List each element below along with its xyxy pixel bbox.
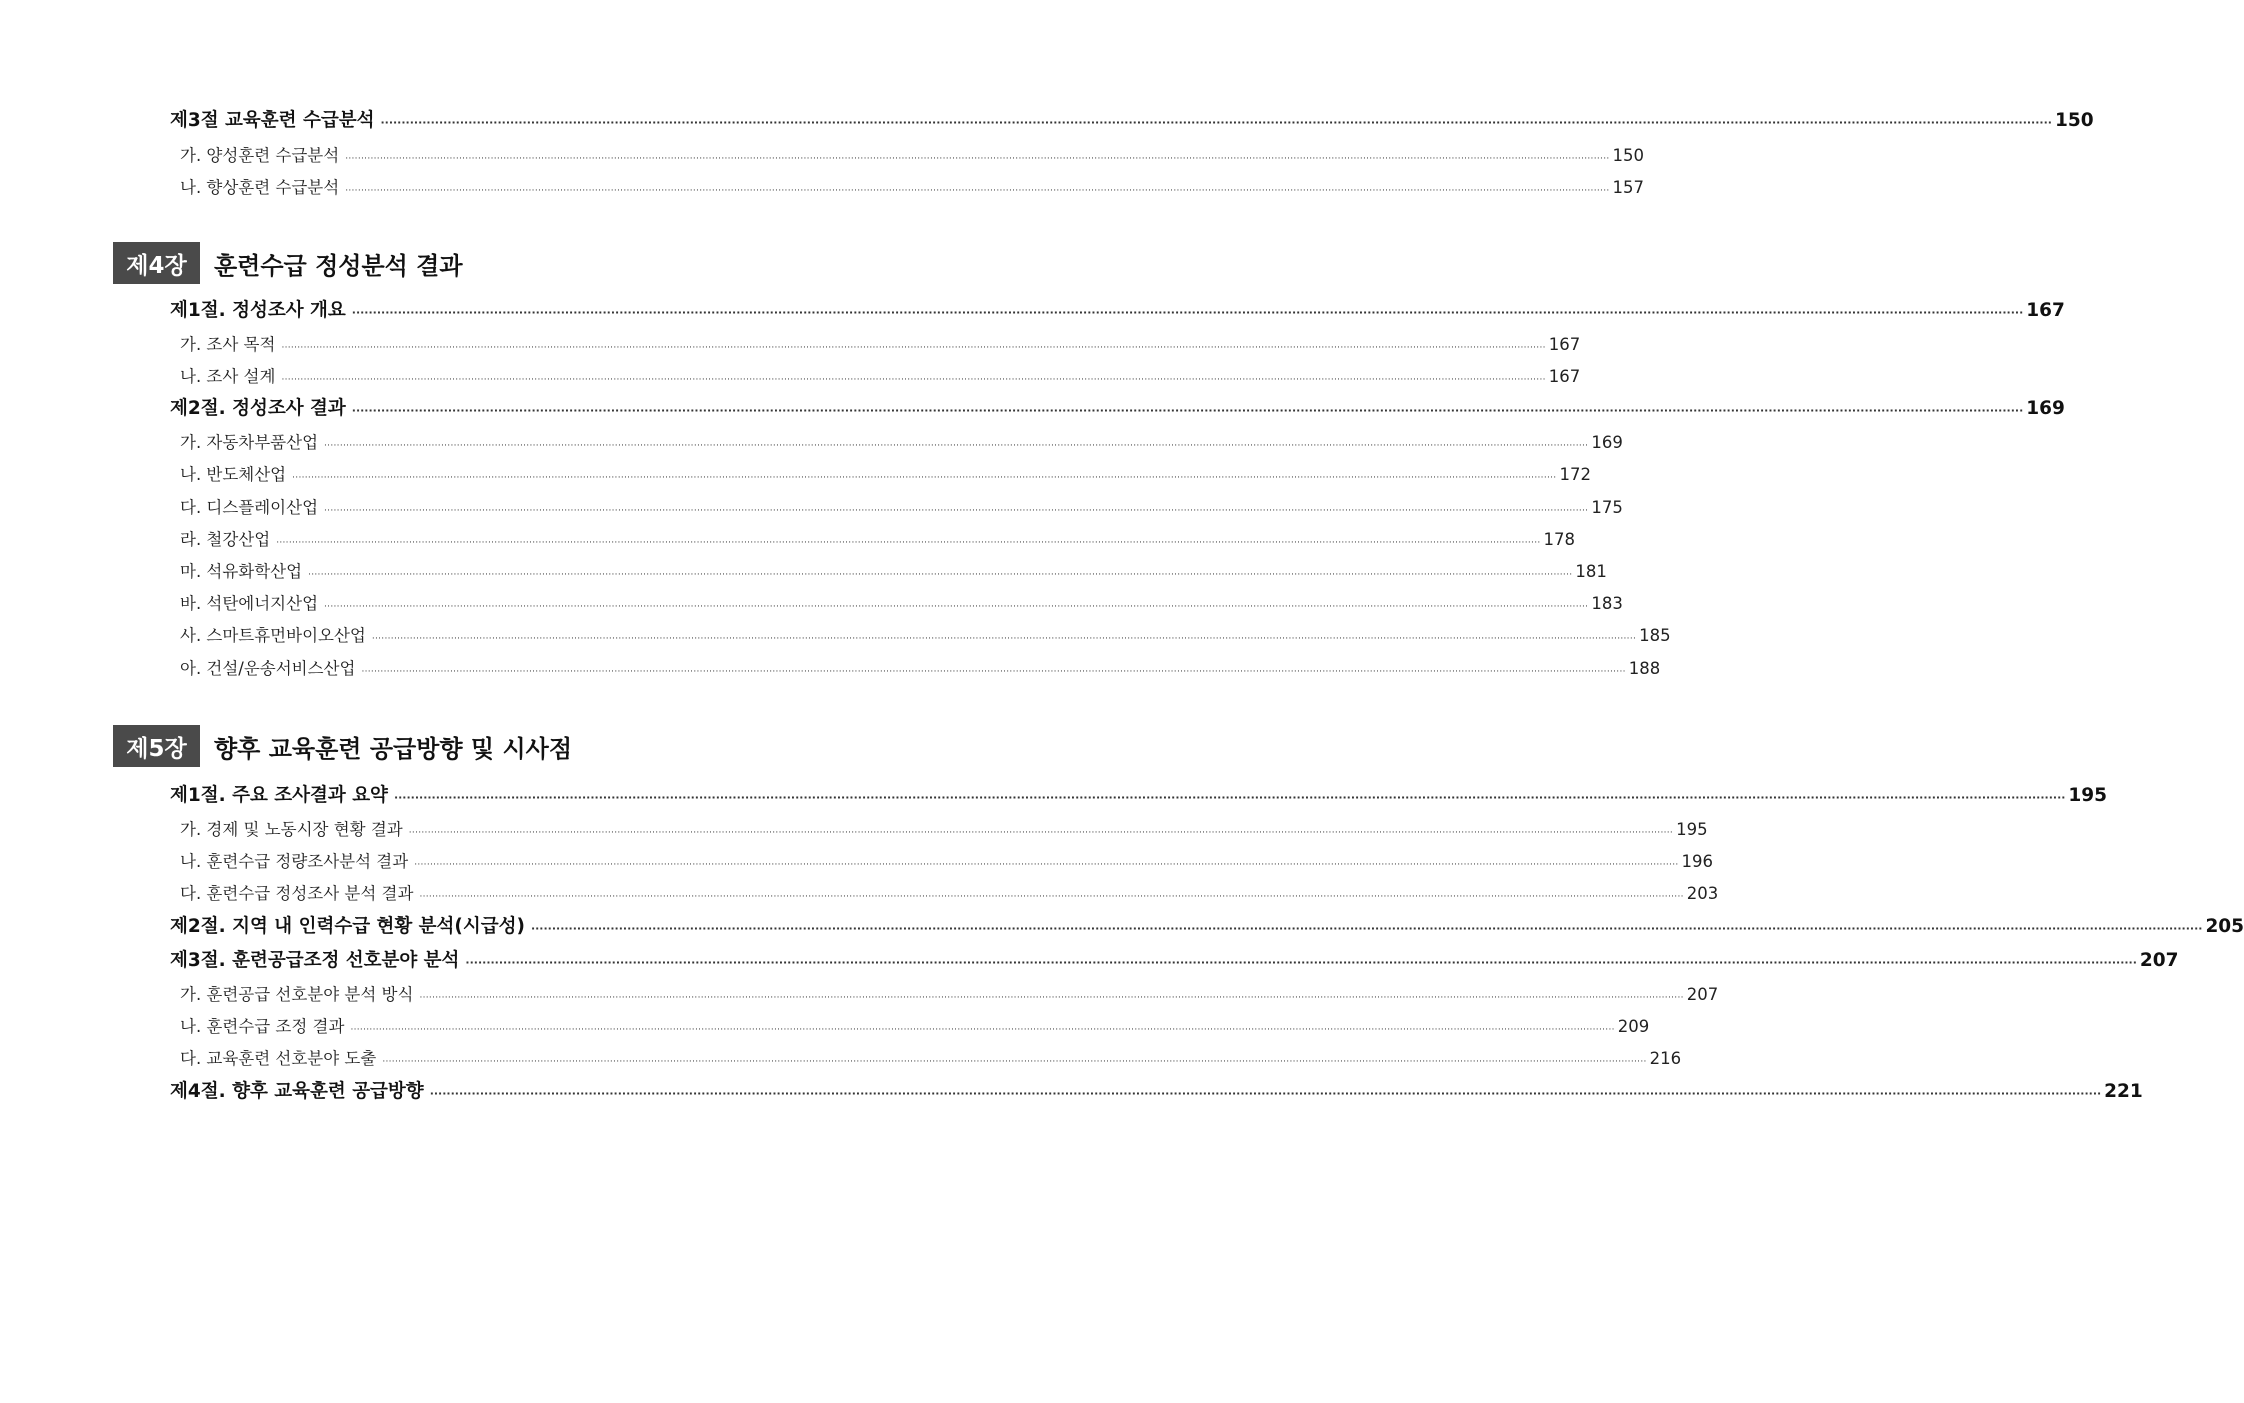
toc-section-entry[interactable] [170,394,2065,420]
toc-leader-dots: ················································································································································································································································································································································································································ [345,154,1610,164]
toc-leader-dots: ················································································································································································································································································································································································································ [276,538,1541,548]
toc-item-entry[interactable] [180,655,1661,679]
toc-item-label: 아. 건설/운송서비스산업 [180,659,356,678]
chapter-title: 훈련수급 정성분석 결과 [214,251,463,280]
toc-page-number: 205 [2205,916,2244,937]
toc-leader-dots: ················································································································································································································································································································································································································ [530,922,2203,935]
toc-page-number: 203 [1686,884,1719,903]
toc-item-entry[interactable] [180,1013,1650,1037]
toc-item-entry[interactable] [180,816,1708,840]
toc-leader-dots: ················································································································································································································································································································································································································ [324,441,1589,451]
toc-leader-dots: ················································································································································································································································································································································································································ [292,473,1557,483]
toc-item-entry[interactable] [180,848,1714,872]
toc-leader-dots: ················································································································································································································································································································································································································ [361,667,1626,677]
toc-leader-dots: ················································································································································································································································································································································································································ [351,306,2024,319]
toc-item-entry[interactable] [180,363,1581,387]
chapter-title: 향후 교육훈련 공급방향 및 시사점 [214,734,572,763]
toc-page-number: 167 [1548,335,1581,354]
chapter-heading[interactable] [113,725,572,767]
toc-item-label: 나. 향상훈련 수급분석 [180,178,340,197]
toc-section-label: 제3절 교육훈련 수급분석 [170,110,375,131]
toc-page-number: 172 [1559,465,1591,484]
toc-item-label: 나. 조사 설계 [180,367,276,386]
toc-item-entry[interactable] [180,429,1623,453]
toc-item-label: 라. 철강산업 [180,530,271,549]
toc-page-number: 150 [2054,110,2094,131]
toc-item-label: 가. 훈련공급 선호분야 분석 방식 [180,985,414,1004]
toc-leader-dots: ················································································································································································································································································································································································································ [465,956,2137,969]
toc-item-label: 다. 훈련수급 정성조사 분석 결과 [180,884,414,903]
toc-leader-dots: ················································································································································································································································································································································································································ [350,1025,1615,1035]
toc-leader-dots: ················································································································································································································································································································································································································ [308,570,1573,580]
toc-leader-dots: ················································································································································································································································································································································································································ [281,375,1546,385]
toc-page-number: 157 [1612,178,1645,197]
toc-section-label: 제4절. 향후 교육훈련 공급방향 [170,1081,424,1102]
toc-page-number: 207 [2139,950,2179,971]
toc-section-label: 제3절. 훈련공급조정 선호분야 분석 [170,950,460,971]
toc-page-number: 150 [1612,146,1645,165]
toc-section-label: 제2절. 정성조사 결과 [170,398,346,419]
toc-page-number: 195 [1676,820,1708,839]
toc-page-number: 221 [2104,1081,2143,1102]
toc-item-entry[interactable] [180,494,1623,518]
toc-item-entry[interactable] [180,142,1645,166]
toc-leader-dots: ················································································································································································································································································································································································································ [393,791,2066,804]
toc-leader-dots: ················································································································································································································································································································································································································ [371,634,1637,644]
toc-item-entry[interactable] [180,526,1576,550]
toc-leader-dots: ················································································································································································································································································································································································································ [408,828,1674,838]
toc-item-label: 나. 훈련수급 정량조사분석 결과 [180,852,409,871]
toc-page-number: 169 [2026,398,2065,419]
toc-leader-dots: ················································································································································································································································································································································································································ [380,116,2052,129]
toc-item-entry[interactable] [180,331,1581,355]
toc-item-label: 다. 디스플레이산업 [180,498,319,517]
toc-item-label: 사. 스마트휴먼바이오산업 [180,626,366,645]
toc-page-number: 185 [1639,626,1671,645]
toc-item-label: 가. 양성훈련 수급분석 [180,146,340,165]
toc-leader-dots: ················································································································································································································································································································································································································ [345,186,1610,196]
toc-page-number: 188 [1628,659,1661,678]
toc-leader-dots: ················································································································································································································································································································································································································ [429,1087,2102,1100]
toc-item-label: 마. 석유화학산업 [180,562,303,581]
toc-page-number: 169 [1591,433,1623,452]
toc-leader-dots: ················································································································································································································································································································································································································ [324,506,1589,516]
toc-page-number: 175 [1591,498,1623,517]
toc-leader-dots: ················································································································································································································································································································································································································ [281,343,1546,353]
toc-page-number: 196 [1681,852,1714,871]
toc-item-entry[interactable] [180,880,1719,904]
toc-section-entry[interactable] [170,781,2108,807]
toc-section-entry[interactable] [170,106,2094,132]
toc-section-entry[interactable] [170,946,2179,972]
toc-leader-dots: ················································································································································································································································································································································································································ [324,602,1589,612]
toc-item-label: 나. 훈련수급 조정 결과 [180,1017,345,1036]
toc-leader-dots: ················································································································································································································································································································································································································ [351,404,2024,417]
toc-leader-dots: ················································································································································································································································································································································································································ [419,892,1684,902]
toc-leader-dots: ················································································································································································································································································································································································································ [414,860,1679,870]
toc-item-entry[interactable] [180,1045,1682,1069]
toc-page-number: 167 [2026,300,2065,321]
toc-page-number: 181 [1575,562,1607,581]
chapter-badge: 제5장 [113,725,200,767]
toc-item-label: 가. 자동차부품산업 [180,433,319,452]
toc-leader-dots: ················································································································································································································································································································································································································ [419,993,1684,1003]
toc-section-entry[interactable] [170,1077,2143,1103]
toc-item-entry[interactable] [180,981,1719,1005]
toc-page-number: 167 [1548,367,1581,386]
toc-section-entry[interactable] [170,296,2065,322]
toc-item-entry[interactable] [180,622,1671,646]
toc-page-number: 183 [1591,594,1623,613]
toc-section-label: 제1절. 주요 조사결과 요약 [170,785,388,806]
toc-section-label: 제1절. 정성조사 개요 [170,300,346,321]
toc-item-label: 나. 반도체산업 [180,465,287,484]
toc-page-number: 178 [1543,530,1576,549]
toc-item-label: 바. 석탄에너지산업 [180,594,319,613]
toc-page-number: 216 [1649,1049,1682,1068]
toc-item-label: 다. 교육훈련 선호분야 도출 [180,1049,377,1068]
toc-leader-dots: ················································································································································································································································································································································································································ [382,1057,1647,1067]
toc-item-label: 가. 경제 및 노동시장 현황 결과 [180,820,403,839]
toc-page-number: 209 [1617,1017,1650,1036]
toc-item-entry[interactable] [180,558,1607,582]
toc-item-entry[interactable] [180,590,1623,614]
toc-page-number: 195 [2068,785,2108,806]
toc-item-entry[interactable] [180,461,1591,485]
chapter-heading[interactable] [113,242,463,284]
toc-section-entry[interactable] [170,912,2244,938]
toc-item-entry[interactable] [180,174,1645,198]
chapter-badge: 제4장 [113,242,200,284]
toc-item-label: 가. 조사 목적 [180,335,276,354]
toc-section-label: 제2절. 지역 내 인력수급 현황 분석(시급성) [170,916,525,937]
toc-page-number: 207 [1686,985,1719,1004]
